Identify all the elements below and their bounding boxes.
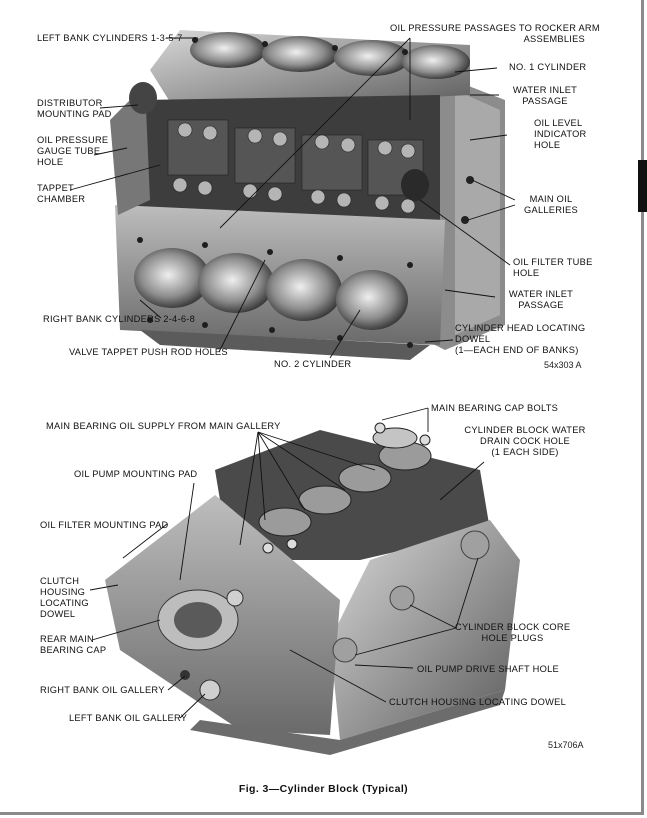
label-tappet-chamber: TAPPET CHAMBER (37, 183, 86, 204)
label-water-inlet-lower: WATER INLET PASSAGE (508, 289, 574, 310)
label-main-bearing-oil-supply: MAIN BEARING OIL SUPPLY FROM MAIN GALLERY (46, 421, 281, 431)
label-right-bank-cylinders: RIGHT BANK CYLINDERS 2-4-6-8 (43, 314, 196, 324)
label-clutch-housing-dowel-right: CLUTCH HOUSING LOCATING DOWEL (389, 697, 567, 707)
figure-id-top: 54x303 A (544, 360, 582, 370)
label-oil-filter-mounting-pad: OIL FILTER MOUNTING PAD (40, 520, 169, 530)
label-oil-pressure-gauge-hole: OIL PRESSURE GAUGE TUBE HOLE (37, 135, 109, 167)
label-cylinder-head-dowel: CYLINDER HEAD LOCATING DOWEL (1—EACH END OF BANKS) (455, 323, 586, 355)
label-right-bank-oil-gallery: RIGHT BANK OIL GALLERY (40, 685, 165, 695)
figure-id-bottom: 51x706A (548, 740, 584, 750)
distributor-pad-hole (129, 82, 157, 114)
label-no1-cylinder: NO. 1 CYLINDER (509, 62, 587, 72)
label-oil-level-indicator: OIL LEVEL INDICATOR HOLE (534, 118, 587, 150)
label-main-oil-galleries: MAIN OIL GALLERIES (524, 194, 578, 215)
label-rear-main-bearing-cap: REAR MAIN BEARING CAP (40, 634, 107, 655)
figure-caption: Fig. 3—Cylinder Block (Typical) (238, 783, 409, 795)
oil-gallery-hole (401, 169, 429, 201)
label-left-bank-oil-gallery: LEFT BANK OIL GALLERY (69, 713, 188, 723)
label-clutch-housing-dowel-left: CLUTCH HOUSING LOCATING DOWEL (40, 576, 89, 619)
label-core-hole-plugs: CYLINDER BLOCK CORE HOLE PLUGS (455, 622, 571, 643)
label-oil-pressure-passages: OIL PRESSURE PASSAGES TO ROCKER ARM ASSEMBLIES (390, 23, 600, 44)
label-valve-tappet-holes: VALVE TAPPET PUSH ROD HOLES (69, 347, 228, 357)
label-block-water-drain: CYLINDER BLOCK WATER DRAIN COCK HOLE (1 EACH SIDE) (464, 425, 586, 457)
label-left-bank-cylinders: LEFT BANK CYLINDERS 1-3-5-7 (37, 33, 183, 43)
label-oil-pump-drive-shaft-hole: OIL PUMP DRIVE SHAFT HOLE (417, 664, 559, 674)
label-oil-pump-mounting-pad: OIL PUMP MOUNTING PAD (74, 469, 198, 479)
label-distributor-pad: DISTRIBUTOR MOUNTING PAD (37, 98, 112, 119)
label-oil-filter-tube-hole: OIL FILTER TUBE HOLE (513, 257, 593, 278)
label-water-inlet-upper: WATER INLET PASSAGE (512, 85, 578, 106)
label-no2-cylinder: NO. 2 CYLINDER (274, 359, 352, 369)
label-main-bearing-cap-bolts: MAIN BEARING CAP BOLTS (431, 403, 559, 413)
